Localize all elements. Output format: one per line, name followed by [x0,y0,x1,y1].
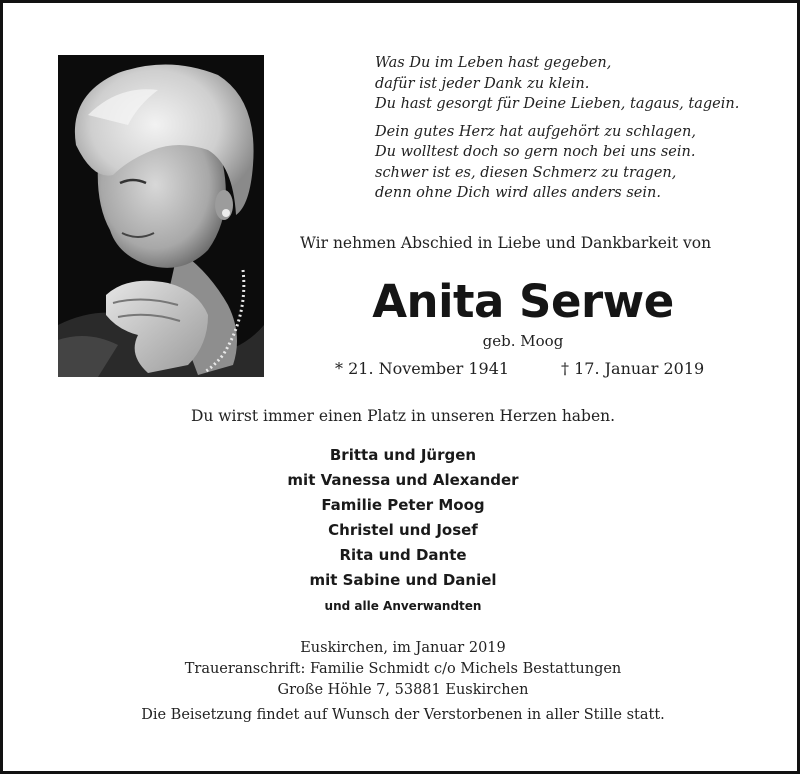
mourner: Rita und Dante [339,546,467,564]
mourners-list [3,443,800,593]
poem-line: dafür ist jeder Dank zu klein. [375,75,590,92]
death-date: † 17. Januar 2019 [561,359,705,378]
place-date: Euskirchen, im Januar 2019 [300,640,506,656]
footer [3,638,800,726]
birth-name: geb. Moog [482,332,564,350]
poem-line: Dein gutes Herz hat aufgehört zu schlagen, [375,123,696,140]
poem-line: Du wolltest doch so gern noch bei uns sein. [375,144,696,160]
poem-line: schwer ist es, diesen Schmerz zu tragen, [375,164,677,181]
poem [375,53,775,204]
relatives-line: und alle Anverwandten [324,599,482,613]
burial-note: Die Beisetzung findet auf Wunsch der Verstorbenen in aller Stille statt. [141,707,665,723]
mourner: Britta und Jürgen [329,446,477,464]
birth-date: * 21. November 1941 [335,359,510,378]
motto: Du wirst immer einen Platz in unseren Herzen haben. [190,407,616,425]
poem-line: Was Du im Leben hast gegeben, [375,55,612,71]
mourner: mit Vanessa und Alexander [287,471,519,489]
farewell-intro: Wir nehmen Abschied in Liebe und Dankbarkeit von [300,234,712,252]
poem-line: Du hast gesorgt für Deine Lieben, tagaus, tagein. [375,96,740,112]
mourner: Christel und Josef [328,521,478,539]
street-address: Große Höhle 7, 53881 Euskirchen [277,682,529,698]
mourning-address: Traueranschrift: Familie Schmidt c/o Michels Bestattungen [184,661,622,677]
mourner: Familie Peter Moog [321,496,485,514]
portrait-photo [58,55,264,377]
deceased-name: Anita Serwe [372,275,674,328]
portrait-illustration [58,55,264,377]
mourner: mit Sabine und Daniel [309,571,497,589]
poem-line: denn ohne Dich wird alles anders sein. [375,185,661,201]
